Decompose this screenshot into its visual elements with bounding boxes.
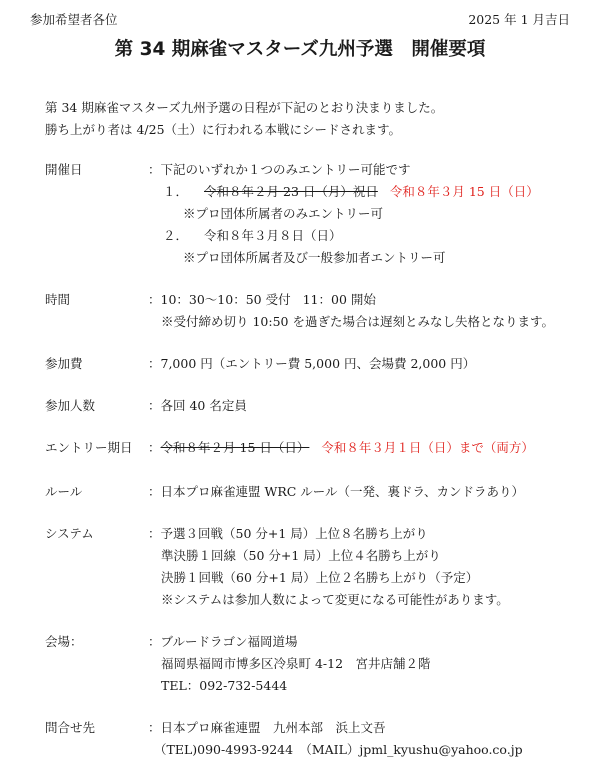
venue-date-option-2 [163, 228, 342, 244]
option-number: ２． [163, 228, 189, 243]
option-2-date: 令和８年３月８日（日） [204, 228, 342, 243]
rules-label: ルール [45, 484, 83, 499]
venue-date-lead: ：下記のいずれか１つのみエントリー可能です [148, 162, 411, 177]
venue-label: 会場： [45, 634, 83, 649]
rules-value: ：日本プロ麻雀連盟 WRC ルール（一発、裏ドラ、カンドラあり） [148, 484, 525, 499]
contact-person: ：日本プロ麻雀連盟 九州本部 浜上文吾 [148, 720, 386, 735]
deadline-label: エントリー期日 [45, 440, 133, 455]
cancelled-deadline: 令和８年２月 15 日（日） [160, 440, 310, 455]
cancelled-date: 令和８年２月 23 日（月）祝日 [204, 184, 378, 199]
deadline-value [148, 440, 534, 456]
system-note: ※システムは参加人数によって変更になる可能性があります。 [161, 592, 509, 607]
option-2-note: ※プロ団体所属者及び一般参加者エントリー可 [183, 250, 446, 265]
recipient-text: 参加希望者各位 [30, 12, 118, 27]
option-1-note: ※プロ団体所属者のみエントリー可 [183, 206, 384, 221]
new-date: 令和８年３月 15 日（日） [389, 184, 539, 199]
system-line-1: ：予選３回戦（50 分+1 局）上位８名勝ち上がり [148, 526, 428, 541]
fee-label: 参加費 [45, 356, 83, 371]
venue-date-label: 開催日 [45, 162, 83, 177]
system-line-3: 決勝１回戦（60 分+1 局）上位２名勝ち上がり（予定） [161, 570, 479, 585]
start-time: 11：00 開始 [302, 292, 376, 307]
system-line-2: 準決勝１回線（50 分+1 局）上位４名勝ち上がり [161, 548, 441, 563]
venue-address: 福岡県福岡市博多区冷泉町 4-12 宮井店舗２階 [161, 656, 431, 671]
venue-name: ：ブルードラゴン福岡道場 [148, 634, 298, 649]
contact-details: （TEL)090-4993-9244 （MAIL）jpml_kyushu@yahoo.co.jp [154, 742, 523, 757]
intro-line-2: 勝ち上がり者は 4/25（土）に行われる本戦にシードされます。 [45, 122, 402, 137]
deadline-colon: ： [148, 440, 161, 455]
contact-label: 問合せ先 [45, 720, 96, 735]
time-label: 時間 [45, 292, 71, 307]
new-deadline: 令和８年３月１日（日）まで（両方） [321, 440, 534, 455]
capacity-label: 参加人数 [45, 398, 96, 413]
venue-date-option-1 [163, 184, 539, 200]
time-note: ※受付締め切り 10:50 を過ぎた場合は遅刻とみなし失格となります。 [161, 314, 554, 329]
intro-line-1: 第 34 期麻雀マスターズ九州予選の日程が下記のとおり決まりました。 [45, 100, 444, 115]
page-title: 第 34 期麻雀マスターズ九州予選 開催要項 [114, 39, 486, 60]
issue-date: 2025 年 1 月吉日 [468, 12, 570, 27]
reception-time: ：10：30～10：50 受付 [148, 292, 291, 307]
option-number: １． [163, 184, 189, 199]
time-value [148, 292, 376, 308]
venue-phone: TEL：092-732-5444 [161, 678, 288, 693]
capacity-value: ：各回 40 名定員 [148, 398, 247, 413]
fee-value: ：7,000 円（エントリー費 5,000 円、会場費 2,000 円） [148, 356, 476, 371]
system-label: システム [45, 526, 94, 541]
